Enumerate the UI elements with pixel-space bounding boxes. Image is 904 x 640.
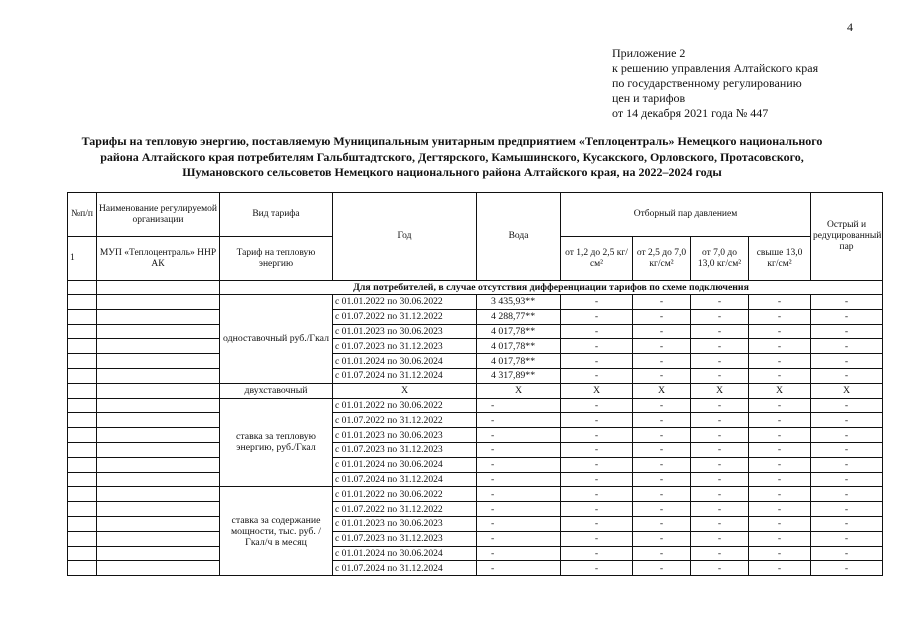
water-value: -: [477, 546, 561, 561]
steam-value-2: -: [633, 413, 691, 428]
water-value: -: [477, 487, 561, 502]
water-value: 4 317,89**: [477, 368, 561, 383]
steam-value-3: X: [691, 383, 749, 398]
title-line: района Алтайского края потребителям Гальбштадтского, Дегтярского, Камышинского, Кусакского, Орловского, Протасовского,: [100, 149, 804, 164]
water-value: 4 017,78**: [477, 339, 561, 354]
empty-num-cell: [68, 561, 97, 576]
water-value: 4 017,78**: [477, 354, 561, 369]
period-cell: с 01.01.2022 по 30.06.2022: [333, 295, 477, 310]
steam-value-4: -: [749, 428, 811, 443]
empty-org-cell: [97, 487, 220, 502]
table-row: [68, 324, 883, 339]
steam-value-4: -: [749, 457, 811, 472]
steam-value-1: -: [561, 413, 633, 428]
table-row: [68, 531, 883, 546]
empty-num-cell: [68, 457, 97, 472]
steam-value-5: -: [811, 561, 883, 576]
empty-num-cell: [68, 546, 97, 561]
appendix-line: Приложение 2: [612, 46, 686, 60]
steam-value-1: -: [561, 324, 633, 339]
steam-value-2: -: [633, 561, 691, 576]
steam-value-1: -: [561, 457, 633, 472]
steam-value-4: -: [749, 502, 811, 517]
document-title: [40, 134, 864, 181]
water-value: X: [477, 383, 561, 398]
org-row-name: МУП «Теплоцентраль» ННР АК: [97, 237, 220, 281]
steam-value-3: -: [691, 546, 749, 561]
empty-org-cell: [97, 368, 220, 383]
steam-value-3: -: [691, 413, 749, 428]
steam-value-2: -: [633, 487, 691, 502]
steam-value-2: -: [633, 368, 691, 383]
period-cell: с 01.07.2024 по 31.12.2024: [333, 368, 477, 383]
steam-value-3: -: [691, 457, 749, 472]
steam-value-5: -: [811, 354, 883, 369]
header-tariff-type: Вид тарифа: [220, 193, 333, 237]
empty-org-cell: [97, 339, 220, 354]
period-cell: с 01.01.2022 по 30.06.2022: [333, 487, 477, 502]
steam-value-3: -: [691, 398, 749, 413]
steam-value-1: -: [561, 398, 633, 413]
period-cell: с 01.01.2024 по 30.06.2024: [333, 457, 477, 472]
water-value: 4 288,77**: [477, 309, 561, 324]
water-value: -: [477, 531, 561, 546]
table-row: [68, 472, 883, 487]
period-cell: с 01.01.2022 по 30.06.2022: [333, 398, 477, 413]
table-row: [68, 354, 883, 369]
empty-num-cell: [68, 531, 97, 546]
water-value: -: [477, 457, 561, 472]
steam-value-2: -: [633, 516, 691, 531]
header-sharp-steam: Острый и редуцированный пар: [811, 193, 883, 281]
section-empty: [97, 281, 220, 295]
header-pressure-4: свыше 13,0 кг/см²: [749, 237, 811, 281]
empty-org-cell: [97, 502, 220, 517]
header-pressure-1: от 1,2 до 2,5 кг/см²: [561, 237, 633, 281]
steam-value-5: -: [811, 516, 883, 531]
water-value: -: [477, 398, 561, 413]
steam-value-3: -: [691, 428, 749, 443]
appendix-line: к решению управления Алтайского края: [612, 61, 819, 75]
table-row: [68, 561, 883, 576]
steam-value-1: -: [561, 561, 633, 576]
steam-value-2: -: [633, 442, 691, 457]
empty-num-cell: [68, 398, 97, 413]
water-value: -: [477, 442, 561, 457]
period-cell: с 01.07.2023 по 31.12.2023: [333, 339, 477, 354]
header-org: Наименование регулируемой организации: [97, 193, 220, 237]
appendix-line: по государственному регулированию: [612, 76, 802, 90]
empty-org-cell: [97, 324, 220, 339]
table-row: [68, 413, 883, 428]
steam-value-2: -: [633, 354, 691, 369]
tariff-table: [67, 192, 883, 576]
table-row: [68, 368, 883, 383]
steam-value-4: -: [749, 442, 811, 457]
empty-org-cell: [97, 546, 220, 561]
empty-org-cell: [97, 472, 220, 487]
steam-value-3: -: [691, 516, 749, 531]
steam-value-1: -: [561, 309, 633, 324]
empty-org-cell: [97, 354, 220, 369]
steam-value-5: -: [811, 324, 883, 339]
steam-value-5: -: [811, 368, 883, 383]
empty-num-cell: [68, 339, 97, 354]
steam-value-3: -: [691, 472, 749, 487]
section-heading: Для потребителей, в случае отсутствия дифференциации тарифов по схеме подключения: [220, 281, 883, 295]
empty-org-cell: [97, 516, 220, 531]
steam-value-5: -: [811, 295, 883, 310]
period-cell: с 01.01.2023 по 30.06.2023: [333, 428, 477, 443]
steam-value-1: -: [561, 368, 633, 383]
steam-value-2: -: [633, 457, 691, 472]
period-cell: с 01.07.2024 по 31.12.2024: [333, 561, 477, 576]
table-row: [68, 487, 883, 502]
empty-org-cell: [97, 428, 220, 443]
table-row: [68, 516, 883, 531]
appendix-line: от 14 декабря 2021 года № 447: [612, 106, 769, 120]
table-row: [68, 428, 883, 443]
steam-value-3: -: [691, 502, 749, 517]
empty-org-cell: [97, 561, 220, 576]
steam-value-5: -: [811, 531, 883, 546]
steam-value-2: -: [633, 309, 691, 324]
water-value: 3 435,93**: [477, 295, 561, 310]
empty-num-cell: [68, 413, 97, 428]
steam-value-2: -: [633, 531, 691, 546]
header-num: №п/п: [68, 193, 97, 237]
steam-value-1: -: [561, 546, 633, 561]
period-cell: с 01.07.2023 по 31.12.2023: [333, 442, 477, 457]
steam-value-4: -: [749, 487, 811, 502]
empty-num-cell: [68, 472, 97, 487]
water-value: -: [477, 472, 561, 487]
steam-value-3: -: [691, 309, 749, 324]
period-cell: с 01.01.2023 по 30.06.2023: [333, 324, 477, 339]
title-line: Тарифы на тепловую энергию, поставляемую Муниципальным унитарным предприятием «Теплоцентраль» Немецкого национального: [81, 134, 823, 148]
water-value: 4 017,78**: [477, 324, 561, 339]
steam-value-1: -: [561, 487, 633, 502]
steam-value-2: -: [633, 502, 691, 517]
table-row: [68, 546, 883, 561]
steam-value-1: -: [561, 516, 633, 531]
steam-value-5: -: [811, 339, 883, 354]
steam-value-1: X: [561, 383, 633, 398]
steam-value-3: -: [691, 531, 749, 546]
period-cell: с 01.07.2022 по 31.12.2022: [333, 309, 477, 324]
steam-value-5: -: [811, 413, 883, 428]
steam-value-2: -: [633, 339, 691, 354]
steam-value-4: -: [749, 472, 811, 487]
steam-value-5: -: [811, 309, 883, 324]
empty-org-cell: [97, 295, 220, 310]
tariff-group-label: ставка за содержание мощности, тыс. руб. /Гкал/ч в месяц: [220, 487, 333, 576]
steam-value-4: -: [749, 295, 811, 310]
steam-value-1: -: [561, 472, 633, 487]
steam-value-4: -: [749, 309, 811, 324]
steam-value-5: -: [811, 546, 883, 561]
page-number: 4: [847, 20, 853, 34]
empty-org-cell: [97, 442, 220, 457]
table-row: [68, 383, 883, 398]
empty-org-cell: [97, 309, 220, 324]
steam-value-2: X: [633, 383, 691, 398]
steam-value-2: -: [633, 324, 691, 339]
table-row: [68, 442, 883, 457]
empty-num-cell: [68, 368, 97, 383]
steam-value-3: -: [691, 368, 749, 383]
steam-value-4: X: [749, 383, 811, 398]
steam-value-3: -: [691, 324, 749, 339]
steam-value-5: X: [811, 383, 883, 398]
steam-value-1: -: [561, 354, 633, 369]
steam-value-4: -: [749, 324, 811, 339]
empty-num-cell: [68, 442, 97, 457]
steam-value-5: -: [811, 472, 883, 487]
period-cell: X: [333, 383, 477, 398]
table-row: [68, 309, 883, 324]
steam-value-3: -: [691, 487, 749, 502]
water-value: -: [477, 428, 561, 443]
steam-value-5: -: [811, 502, 883, 517]
empty-num-cell: [68, 487, 97, 502]
water-value: -: [477, 413, 561, 428]
appendix-line: цен и тарифов: [612, 91, 686, 105]
table-row: [68, 295, 883, 310]
header-steam: Отборный пар давлением: [561, 193, 811, 237]
period-cell: с 01.01.2024 по 30.06.2024: [333, 546, 477, 561]
steam-value-1: -: [561, 428, 633, 443]
steam-value-5: -: [811, 428, 883, 443]
period-cell: с 01.07.2024 по 31.12.2024: [333, 472, 477, 487]
steam-value-1: -: [561, 502, 633, 517]
steam-value-1: -: [561, 531, 633, 546]
steam-value-4: -: [749, 516, 811, 531]
period-cell: с 01.07.2022 по 31.12.2022: [333, 502, 477, 517]
steam-value-5: -: [811, 487, 883, 502]
steam-value-3: -: [691, 561, 749, 576]
table-row: [68, 339, 883, 354]
steam-value-4: -: [749, 368, 811, 383]
steam-value-5: -: [811, 442, 883, 457]
period-cell: с 01.01.2023 по 30.06.2023: [333, 516, 477, 531]
tariff-group-label: ставка за тепловую энергию, руб./Гкал: [220, 398, 333, 487]
water-value: -: [477, 561, 561, 576]
steam-value-4: -: [749, 561, 811, 576]
steam-value-4: -: [749, 354, 811, 369]
empty-num-cell: [68, 383, 97, 398]
title-line: Шумановского сельсоветов Немецкого национального района Алтайского края, на 2022–2024 годы: [182, 165, 722, 179]
empty-org-cell: [97, 398, 220, 413]
steam-value-2: -: [633, 398, 691, 413]
steam-value-5: -: [811, 457, 883, 472]
org-row-tariff: Тариф на тепловую энергию: [220, 237, 333, 281]
steam-value-1: -: [561, 295, 633, 310]
steam-value-4: -: [749, 339, 811, 354]
steam-value-2: -: [633, 472, 691, 487]
tariff-group-label: двухставочный: [220, 383, 333, 398]
empty-org-cell: [97, 383, 220, 398]
steam-value-3: -: [691, 295, 749, 310]
empty-org-cell: [97, 531, 220, 546]
steam-value-4: -: [749, 398, 811, 413]
table-row: [68, 398, 883, 413]
empty-num-cell: [68, 516, 97, 531]
steam-value-2: -: [633, 546, 691, 561]
empty-num-cell: [68, 502, 97, 517]
period-cell: с 01.07.2023 по 31.12.2023: [333, 531, 477, 546]
header-pressure-3: от 7,0 до 13,0 кг/см²: [691, 237, 749, 281]
header-pressure-2: от 2,5 до 7,0 кг/см²: [633, 237, 691, 281]
empty-num-cell: [68, 295, 97, 310]
table-row: [68, 457, 883, 472]
steam-value-4: -: [749, 413, 811, 428]
table-row: [68, 502, 883, 517]
header-water: Вода: [477, 193, 561, 281]
steam-value-3: -: [691, 442, 749, 457]
steam-value-4: -: [749, 546, 811, 561]
empty-num-cell: [68, 324, 97, 339]
org-row-num: 1: [68, 237, 97, 281]
appendix-note: [612, 46, 818, 121]
steam-value-5: -: [811, 398, 883, 413]
tariff-group-label: одноставочный руб./Гкал: [220, 295, 333, 384]
empty-num-cell: [68, 354, 97, 369]
empty-num-cell: [68, 309, 97, 324]
water-value: -: [477, 516, 561, 531]
period-cell: с 01.01.2024 по 30.06.2024: [333, 354, 477, 369]
steam-value-1: -: [561, 339, 633, 354]
steam-value-2: -: [633, 295, 691, 310]
period-cell: с 01.07.2022 по 31.12.2022: [333, 413, 477, 428]
empty-org-cell: [97, 413, 220, 428]
empty-org-cell: [97, 457, 220, 472]
steam-value-4: -: [749, 531, 811, 546]
steam-value-1: -: [561, 442, 633, 457]
steam-value-3: -: [691, 339, 749, 354]
steam-value-2: -: [633, 428, 691, 443]
empty-num-cell: [68, 428, 97, 443]
water-value: -: [477, 502, 561, 517]
header-year: Год: [333, 193, 477, 281]
steam-value-3: -: [691, 354, 749, 369]
section-empty: [68, 281, 97, 295]
